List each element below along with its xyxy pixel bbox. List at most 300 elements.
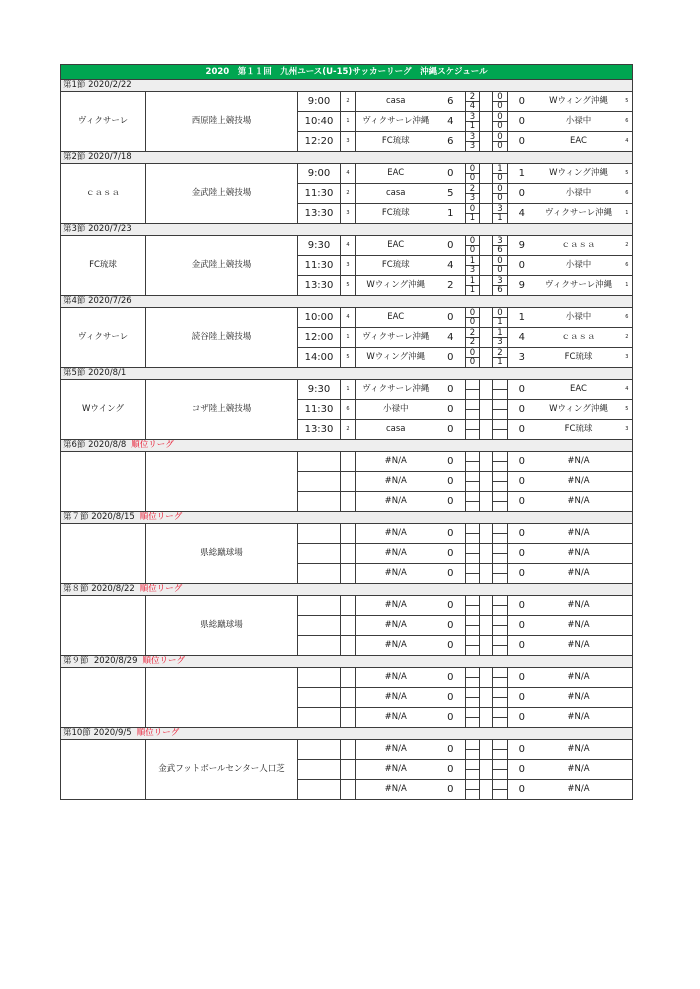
away-first-half-score xyxy=(493,545,507,554)
away-second-half-score xyxy=(493,390,507,399)
home-team: #N/A xyxy=(356,708,436,728)
kickoff-time xyxy=(298,780,341,800)
round-label: 第6節 2020/8/8 xyxy=(63,440,127,451)
home-score: 0 xyxy=(436,236,466,256)
score-separator xyxy=(480,780,493,800)
score-separator xyxy=(480,328,493,348)
home-team-number xyxy=(341,544,356,564)
away-team-number: 6 xyxy=(622,256,633,276)
round-header-row xyxy=(61,152,633,164)
away-half-scores xyxy=(493,544,508,564)
round-header xyxy=(61,512,633,524)
away-team-number: 2 xyxy=(622,236,633,256)
home-team: ヴィクサーレ沖縄 xyxy=(356,380,436,400)
venue: 県総蹴球場 xyxy=(146,596,298,656)
round-header-row xyxy=(61,512,633,524)
away-half-scores xyxy=(493,400,508,420)
home-team: EAC xyxy=(356,236,436,256)
host-team: Wウイング xyxy=(61,380,146,440)
away-first-half-score xyxy=(493,453,507,462)
host-team xyxy=(61,452,146,512)
score-separator xyxy=(480,184,493,204)
away-team-number: 6 xyxy=(622,112,633,132)
away-first-half-score: 0 xyxy=(497,255,503,266)
home-score: 0 xyxy=(436,524,466,544)
away-first-half-score: 0 xyxy=(497,307,503,318)
score-separator xyxy=(480,668,493,688)
round-label: 第９節 2020/8/29 xyxy=(63,656,138,667)
home-team-number xyxy=(341,780,356,800)
away-team-number xyxy=(622,740,633,760)
home-first-half-score: 1 xyxy=(469,275,476,286)
kickoff-time xyxy=(298,740,341,760)
away-second-half-score xyxy=(493,410,507,419)
away-score: 0 xyxy=(508,420,536,440)
home-first-half-score: 0 xyxy=(469,347,476,358)
away-second-half-score xyxy=(493,554,507,563)
host-team: ヴィクサーレ xyxy=(61,92,146,152)
home-second-half-score: 0 xyxy=(469,356,476,367)
away-half-scores xyxy=(493,420,508,440)
round-header xyxy=(61,440,633,452)
away-team-number xyxy=(622,668,633,688)
home-team: #N/A xyxy=(356,564,436,584)
round-header-row xyxy=(61,584,633,596)
away-first-half-score: 3 xyxy=(497,275,503,286)
home-first-half-score: 2 xyxy=(469,327,476,338)
home-second-half-score xyxy=(466,750,479,759)
away-half-scores xyxy=(493,380,508,400)
home-half-scores xyxy=(466,348,480,368)
home-score: 0 xyxy=(436,616,466,636)
away-second-half-score: 1 xyxy=(497,212,503,223)
home-score: 0 xyxy=(436,164,466,184)
away-first-half-score xyxy=(493,421,507,430)
home-second-half-score xyxy=(466,502,479,511)
home-score: 0 xyxy=(436,564,466,584)
home-half-scores xyxy=(466,92,480,112)
home-half-scores xyxy=(466,668,480,688)
score-separator xyxy=(480,636,493,656)
away-second-half-score: 0 xyxy=(497,140,503,151)
home-half-scores xyxy=(466,524,480,544)
schedule-body xyxy=(61,80,633,800)
away-team: Wウィング沖縄 xyxy=(536,400,622,420)
home-team-number: 3 xyxy=(341,256,356,276)
round-label: 第5節 2020/8/1 xyxy=(63,368,127,379)
home-half-scores xyxy=(466,184,480,204)
score-separator xyxy=(480,164,493,184)
kickoff-time xyxy=(298,492,341,512)
kickoff-time: 11:30 xyxy=(298,256,341,276)
home-second-half-score xyxy=(466,462,479,471)
home-half-scores xyxy=(466,596,480,616)
score-separator xyxy=(480,400,493,420)
away-second-half-score: 6 xyxy=(497,244,503,255)
home-team-number: 4 xyxy=(341,164,356,184)
away-second-half-score xyxy=(493,770,507,779)
kickoff-time: 13:30 xyxy=(298,420,341,440)
away-first-half-score xyxy=(493,401,507,410)
home-second-half-score xyxy=(466,698,479,707)
home-team: #N/A xyxy=(356,524,436,544)
round-label: 第７節 2020/8/15 xyxy=(63,512,135,523)
round-header xyxy=(61,296,633,308)
kickoff-time: 10:00 xyxy=(298,308,341,328)
home-second-half-score xyxy=(466,770,479,779)
home-first-half-score: 3 xyxy=(469,111,476,122)
away-half-scores xyxy=(493,204,508,224)
away-team-number xyxy=(622,596,633,616)
home-second-half-score: 3 xyxy=(469,192,476,203)
away-team-number xyxy=(622,492,633,512)
home-first-half-score: 3 xyxy=(469,131,476,142)
away-first-half-score xyxy=(493,565,507,574)
round-header xyxy=(61,152,633,164)
away-team-number: 3 xyxy=(622,348,633,368)
away-second-half-score xyxy=(493,678,507,687)
away-half-scores xyxy=(493,92,508,112)
home-score: 0 xyxy=(436,472,466,492)
away-second-half-score: 0 xyxy=(497,264,503,275)
away-team: 小禄中 xyxy=(536,256,622,276)
score-separator xyxy=(480,740,493,760)
kickoff-time xyxy=(298,616,341,636)
home-half-scores xyxy=(466,420,480,440)
away-first-half-score: 3 xyxy=(497,235,503,246)
kickoff-time: 9:00 xyxy=(298,92,341,112)
home-first-half-score xyxy=(466,709,479,718)
away-first-half-score: 1 xyxy=(497,163,503,174)
round-label: 第８節 2020/8/22 xyxy=(63,584,135,595)
away-team-number: 5 xyxy=(622,400,633,420)
away-score: 0 xyxy=(508,400,536,420)
kickoff-time xyxy=(298,760,341,780)
home-second-half-score xyxy=(466,410,479,419)
home-score: 0 xyxy=(436,380,466,400)
home-team-number xyxy=(341,688,356,708)
schedule-table xyxy=(60,64,633,800)
away-first-half-score: 1 xyxy=(497,327,503,338)
home-first-half-score xyxy=(466,545,479,554)
away-second-half-score xyxy=(493,626,507,635)
away-team: #N/A xyxy=(536,524,622,544)
home-team: #N/A xyxy=(356,668,436,688)
home-half-scores xyxy=(466,256,480,276)
home-team: FC琉球 xyxy=(356,132,436,152)
venue xyxy=(146,668,298,728)
title-row xyxy=(61,65,633,80)
away-team: #N/A xyxy=(536,564,622,584)
away-second-half-score: 0 xyxy=(497,100,503,111)
home-score: 0 xyxy=(436,308,466,328)
host-team xyxy=(61,740,146,800)
home-team: casa xyxy=(356,420,436,440)
round-header xyxy=(61,584,633,596)
match-row xyxy=(61,452,633,472)
away-half-scores xyxy=(493,328,508,348)
away-first-half-score xyxy=(493,473,507,482)
home-half-scores xyxy=(466,688,480,708)
home-team-number xyxy=(341,668,356,688)
home-first-half-score xyxy=(466,381,479,390)
home-score: 0 xyxy=(436,636,466,656)
away-score: 4 xyxy=(508,204,536,224)
home-team: #N/A xyxy=(356,636,436,656)
away-second-half-score xyxy=(493,750,507,759)
home-second-half-score: 0 xyxy=(469,244,476,255)
kickoff-time: 9:30 xyxy=(298,236,341,256)
home-first-half-score xyxy=(466,761,479,770)
home-first-half-score xyxy=(466,525,479,534)
away-second-half-score: 1 xyxy=(497,316,503,327)
home-score: 2 xyxy=(436,276,466,296)
home-first-half-score xyxy=(466,669,479,678)
away-team: ヴィクサーレ沖縄 xyxy=(536,276,622,296)
match-row xyxy=(61,668,633,688)
away-half-scores xyxy=(493,308,508,328)
home-team-number: 5 xyxy=(341,348,356,368)
away-score: 0 xyxy=(508,616,536,636)
home-team: casa xyxy=(356,92,436,112)
away-team: FC琉球 xyxy=(536,348,622,368)
home-second-half-score: 4 xyxy=(469,100,476,111)
home-team-number: 6 xyxy=(341,400,356,420)
away-half-scores xyxy=(493,112,508,132)
home-team-number xyxy=(341,564,356,584)
home-half-scores xyxy=(466,204,480,224)
away-team-number xyxy=(622,688,633,708)
home-half-scores xyxy=(466,236,480,256)
away-half-scores xyxy=(493,688,508,708)
host-team: FC琉球 xyxy=(61,236,146,296)
home-score: 1 xyxy=(436,204,466,224)
host-team: ｃａｓａ xyxy=(61,164,146,224)
venue: 金武フットボールセンター人口芝 xyxy=(146,740,298,800)
away-team-number xyxy=(622,524,633,544)
home-team: #N/A xyxy=(356,544,436,564)
away-first-half-score xyxy=(493,761,507,770)
venue: 西原陸上競技場 xyxy=(146,92,298,152)
away-first-half-score: 0 xyxy=(497,183,503,194)
away-score: 4 xyxy=(508,328,536,348)
home-team-number: 2 xyxy=(341,184,356,204)
home-team: #N/A xyxy=(356,616,436,636)
kickoff-time: 9:30 xyxy=(298,380,341,400)
home-first-half-score xyxy=(466,473,479,482)
away-score: 0 xyxy=(508,380,536,400)
host-team xyxy=(61,668,146,728)
kickoff-time xyxy=(298,688,341,708)
home-second-half-score xyxy=(466,390,479,399)
host-team xyxy=(61,524,146,584)
away-team: #N/A xyxy=(536,544,622,564)
score-separator xyxy=(480,760,493,780)
away-team: #N/A xyxy=(536,668,622,688)
away-team: 小禄中 xyxy=(536,112,622,132)
kickoff-time: 12:00 xyxy=(298,328,341,348)
away-team-number: 1 xyxy=(622,276,633,296)
away-score: 0 xyxy=(508,688,536,708)
venue: コザ陸上競技場 xyxy=(146,380,298,440)
round-header-row xyxy=(61,296,633,308)
home-score: 0 xyxy=(436,544,466,564)
away-score: 9 xyxy=(508,276,536,296)
home-second-half-score: 0 xyxy=(469,316,476,327)
home-team-number: 1 xyxy=(341,380,356,400)
home-team: ヴィクサーレ沖縄 xyxy=(356,328,436,348)
away-half-scores xyxy=(493,524,508,544)
away-team-number xyxy=(622,616,633,636)
kickoff-time: 12:20 xyxy=(298,132,341,152)
kickoff-time xyxy=(298,524,341,544)
match-row xyxy=(61,740,633,760)
away-team-number xyxy=(622,472,633,492)
round-tag: 順位リーグ xyxy=(139,512,183,523)
score-separator xyxy=(480,276,493,296)
home-second-half-score xyxy=(466,678,479,687)
away-half-scores xyxy=(493,164,508,184)
home-half-scores xyxy=(466,760,480,780)
away-score: 0 xyxy=(508,184,536,204)
venue: 読谷陸上競技場 xyxy=(146,308,298,368)
home-second-half-score: 2 xyxy=(469,336,476,347)
away-half-scores xyxy=(493,616,508,636)
away-second-half-score xyxy=(493,482,507,491)
away-first-half-score xyxy=(493,617,507,626)
home-half-scores xyxy=(466,544,480,564)
away-team-number xyxy=(622,544,633,564)
away-half-scores xyxy=(493,276,508,296)
round-header-row xyxy=(61,80,633,92)
home-half-scores xyxy=(466,708,480,728)
home-score: 0 xyxy=(436,420,466,440)
round-tag: 順位リーグ xyxy=(139,584,183,595)
match-row xyxy=(61,596,633,616)
away-score: 1 xyxy=(508,308,536,328)
away-half-scores xyxy=(493,760,508,780)
schedule-title: 2020 第１１回 九州ユース(U-15)サッカーリーグ 沖縄スケジュール xyxy=(61,65,633,80)
away-team: #N/A xyxy=(536,740,622,760)
round-tag: 順位リーグ xyxy=(131,440,174,451)
match-row xyxy=(61,524,633,544)
away-team: #N/A xyxy=(536,760,622,780)
home-team-number: 1 xyxy=(341,112,356,132)
host-team: ヴィクサーレ xyxy=(61,308,146,368)
home-score: 0 xyxy=(436,780,466,800)
home-first-half-score xyxy=(466,597,479,606)
score-separator xyxy=(480,492,493,512)
away-first-half-score: 2 xyxy=(497,347,503,358)
kickoff-time: 9:00 xyxy=(298,164,341,184)
away-first-half-score xyxy=(493,637,507,646)
home-first-half-score xyxy=(466,689,479,698)
home-team: EAC xyxy=(356,164,436,184)
away-team: EAC xyxy=(536,380,622,400)
home-team-number xyxy=(341,452,356,472)
round-header xyxy=(61,80,633,92)
away-half-scores xyxy=(493,452,508,472)
away-team: 小禄中 xyxy=(536,308,622,328)
away-team-number xyxy=(622,780,633,800)
away-score: 0 xyxy=(508,564,536,584)
away-score: 0 xyxy=(508,132,536,152)
home-first-half-score xyxy=(466,637,479,646)
round-header-row xyxy=(61,656,633,668)
home-second-half-score: 1 xyxy=(469,212,476,223)
score-separator xyxy=(480,348,493,368)
home-second-half-score xyxy=(466,626,479,635)
round-header-row xyxy=(61,728,633,740)
home-team-number: 1 xyxy=(341,328,356,348)
away-team: ｃａｓａ xyxy=(536,328,622,348)
kickoff-time xyxy=(298,564,341,584)
home-first-half-score xyxy=(466,453,479,462)
home-team: #N/A xyxy=(356,780,436,800)
away-score: 0 xyxy=(508,544,536,564)
host-team xyxy=(61,596,146,656)
home-team: Wウィング沖縄 xyxy=(356,276,436,296)
home-team: FC琉球 xyxy=(356,204,436,224)
score-separator xyxy=(480,256,493,276)
home-team: #N/A xyxy=(356,452,436,472)
score-separator xyxy=(480,544,493,564)
kickoff-time xyxy=(298,452,341,472)
home-second-half-score xyxy=(466,606,479,615)
away-second-half-score xyxy=(493,718,507,727)
home-first-half-score xyxy=(466,741,479,750)
away-half-scores xyxy=(493,668,508,688)
home-team: FC琉球 xyxy=(356,256,436,276)
home-score: 6 xyxy=(436,92,466,112)
home-second-half-score: 0 xyxy=(469,172,476,183)
home-half-scores xyxy=(466,112,480,132)
away-first-half-score xyxy=(493,741,507,750)
round-label: 第4節 2020/7/26 xyxy=(63,296,132,307)
score-separator xyxy=(480,616,493,636)
home-half-scores xyxy=(466,164,480,184)
kickoff-time xyxy=(298,668,341,688)
away-first-half-score xyxy=(493,597,507,606)
home-score: 0 xyxy=(436,688,466,708)
round-tag: 順位リーグ xyxy=(142,656,186,667)
score-separator xyxy=(480,236,493,256)
home-score: 4 xyxy=(436,256,466,276)
away-team: Wウィング沖縄 xyxy=(536,164,622,184)
home-team-number xyxy=(341,596,356,616)
home-second-half-score xyxy=(466,554,479,563)
home-half-scores xyxy=(466,400,480,420)
home-second-half-score: 3 xyxy=(469,140,476,151)
away-score: 0 xyxy=(508,524,536,544)
home-half-scores xyxy=(466,740,480,760)
home-team-number xyxy=(341,472,356,492)
away-team: #N/A xyxy=(536,780,622,800)
away-second-half-score xyxy=(493,534,507,543)
home-first-half-score xyxy=(466,565,479,574)
away-second-half-score: 6 xyxy=(497,284,503,295)
home-team: #N/A xyxy=(356,760,436,780)
away-second-half-score: 1 xyxy=(497,356,503,367)
away-team: #N/A xyxy=(536,452,622,472)
home-second-half-score xyxy=(466,646,479,655)
home-first-half-score xyxy=(466,617,479,626)
away-score: 0 xyxy=(508,780,536,800)
home-score: 0 xyxy=(436,492,466,512)
match-row xyxy=(61,164,633,184)
kickoff-time: 14:00 xyxy=(298,348,341,368)
score-separator xyxy=(480,204,493,224)
